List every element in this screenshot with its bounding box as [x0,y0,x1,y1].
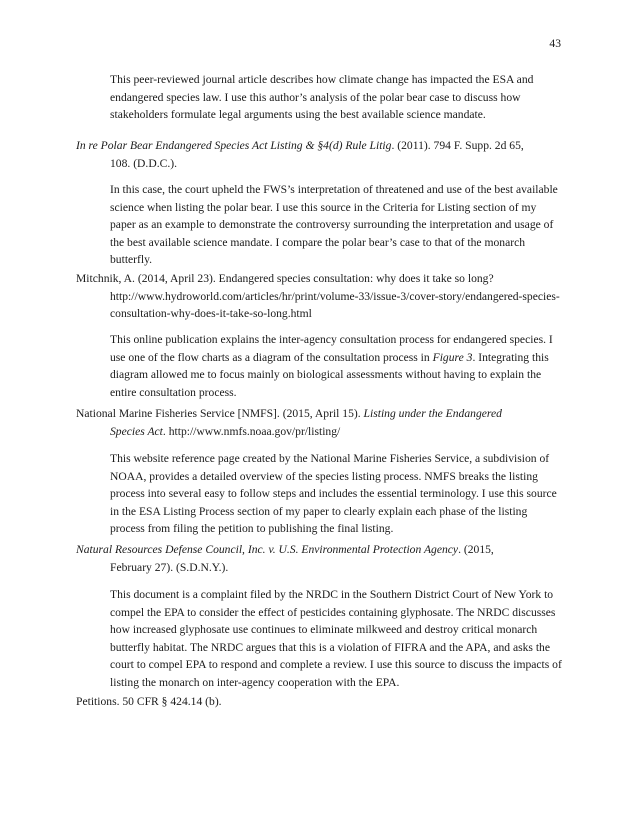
citation-title: Species Act [110,424,163,438]
case-title: Natural Resources Defense Council, Inc. v. U.S. Environmental Protection Agency [76,543,459,556]
annotation-line: This document is a complaint filed by the NRDC in the Southern District Court of New York to [110,588,554,601]
annotation-line: butterfly habitat. The NRDC argues that this is a violation of FIFRA and the APA, and asks the [110,640,550,654]
annotation-line: This online publication explains the inter-agency consultation process for endangered species. I [110,333,553,346]
citation-url: http://www.hydroworld.com/articles/hr/print/volume-33/issue-3/cover-story/endangered-species- [110,289,560,303]
polar-bear-case-annotation [110,181,570,269]
petitions-citation [76,693,566,711]
annotation-line: In this case, the court upheld the FWS’s interpretation of threatened and use of the best available [110,183,558,196]
citation-title: Listing under the Endangered [363,407,502,420]
annotation-line: listing the monarch on inter-agency cooperation with the EPA. [110,675,400,689]
annotation-line: NOAA, provides a detailed overview of the species listing process. NMFS breaks the listing [110,469,538,483]
citation-url: consultation-why-does-it-take-so-long.html [110,307,312,321]
annotation-line: compel the EPA to consider the effect of pesticides containing glyphosate. The NRDC discusses [110,605,556,619]
citation-text: 108. (D.D.C.). [110,156,177,170]
citation-text: Petitions. 50 CFR § 424.14 (b). [76,695,222,708]
annotation-line: the best available science mandate. I compare the polar bear’s case to that of the monarch [110,235,526,249]
citation-text: . (2015, [458,543,494,556]
mitchnik-citation [76,270,566,323]
annotation-line: entire consultation process. [110,385,237,399]
annotation-line: stakeholders formulate legal arguments using the best available science mandate. [110,108,486,122]
annotation-text: . Integrating this [472,350,549,364]
figure-reference: Figure 3 [432,350,473,364]
polar-bear-journal-annotation [110,71,570,124]
case-title: In re Polar Bear Endangered Species Act Listing & §4(d) Rule Litig [76,139,392,152]
nrdc-citation [76,541,566,576]
annotation-line: This peer-reviewed journal article describes how climate change has impacted the ESA and [110,73,534,86]
annotation-line: This website reference page created by the National Marine Fisheries Service, a subdivision of [110,452,550,465]
citation-text: National Marine Fisheries Service [NMFS]. (2015, April 15). [76,407,364,420]
polar-bear-case-citation [76,137,566,172]
citation-text: . (2011). 794 F. Supp. 2d 65, [391,139,524,152]
annotation-line: endangered species law. I use this author’s analysis of the polar bear case to discuss how [110,90,521,104]
annotation-line: court to compel EPA to respond and complete a review. I use this source to discuss the impacts of [110,658,562,672]
annotation-line: process into several easy to follow steps and includes the essential terminology. I use this source [110,487,557,501]
annotation-line: in the ESA Listing Process section of my paper to clearly explain each phase of the listing [110,504,528,518]
annotation-line: paper as an example to demonstrate the controversy surrounding the interpretation and usage of [110,218,554,232]
annotation-line: butterfly. [110,253,153,267]
annotation-line: diagram allowed me to focus mainly on biological assessments without having to explain the [110,368,542,382]
citation-text: February 27). (S.D.N.Y.). [110,560,229,574]
annotation-line: how increased glyphosate use continues to eliminate milkweed and destroy critical monarch [110,623,538,637]
annotation-line: science when listing the polar bear. I use this source in the Criteria for Listing section of my [110,200,537,214]
nmfs-annotation [110,450,570,538]
nrdc-annotation [110,586,570,692]
mitchnik-annotation [110,331,570,401]
citation-text: . http://www.nmfs.noaa.gov/pr/listing/ [162,424,341,438]
annotation-line: process from filing the petition to publishing the final listing. [110,522,394,536]
nmfs-citation [76,405,566,440]
citation-text: Mitchnik, A. (2014, April 23). Endangered species consultation: why does it take so long? [76,272,494,285]
page-number: 43 [549,37,561,50]
annotation-text: use one of the flow charts as a diagram of the consultation process in [110,350,433,364]
